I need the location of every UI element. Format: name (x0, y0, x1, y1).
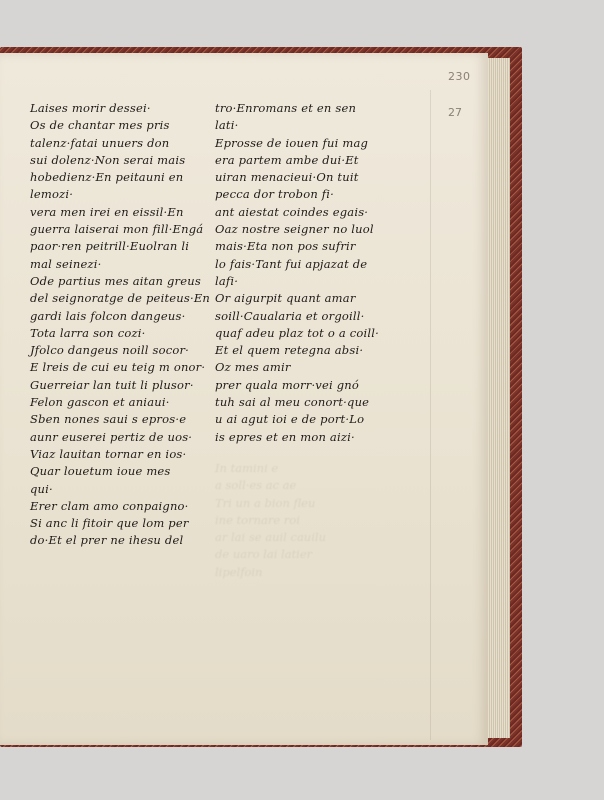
text-column-right (215, 100, 379, 446)
text-line: Tota larra son cozi· (30, 325, 146, 340)
text-line: Guerreiar lan tuit li plusor· (30, 377, 194, 392)
text-line: prer quala morr·vei gnó (215, 377, 360, 392)
text-line: tro·Enromans et en sen (215, 101, 357, 115)
text-line: qui· (30, 481, 53, 496)
text-line: do·Et el prer ne ihesu del (30, 533, 184, 548)
text-line: uiran menacieui·On tuit (215, 170, 359, 185)
text-line: Si anc li fitoir que lom per (30, 516, 189, 531)
text-line: guerra laiserai mon fill·Engá (30, 222, 204, 237)
show-through-line: ine tornare roi (215, 512, 300, 527)
text-line: soill·Caualaria et orgoill· (215, 308, 365, 323)
text-line: lo fais·Tant fui apjazat de (215, 256, 368, 271)
text-line: mais·Eta non pos sufrir (215, 239, 356, 254)
show-through-line: Tri un a bion fleu (215, 495, 316, 510)
text-line: quaf adeu plaz tot o a coill· (215, 325, 379, 340)
text-line: del seignoratge de peiteus·En (30, 291, 211, 306)
show-through-line: lipelfoin (215, 564, 263, 579)
text-line: Erer clam amo conpaigno· (30, 498, 189, 513)
folio-old-number: 27 (448, 106, 462, 119)
text-line: gardi lais folcon dangeus· (30, 308, 186, 323)
text-line: Eprosse de iouen fui mag (215, 135, 369, 150)
text-line: Felon gascon et aniaui· (30, 395, 170, 410)
text-line: lemozi· (30, 187, 74, 202)
text-line: talenz·fatai unuers don (30, 135, 170, 150)
margin-ruling (430, 90, 431, 740)
text-line: Sben nones saui s epros·e (30, 412, 187, 427)
text-line: tuh sai al meu conort·que (215, 395, 370, 410)
text-line: paor·ren peitrill·Euolran li (30, 239, 190, 254)
text-line: ant aiestat coindes egais· (215, 204, 369, 219)
text-column-left (30, 100, 211, 550)
text-line: vera men irei en eissil·En (30, 204, 184, 219)
text-line: Oz mes amir (215, 360, 291, 375)
text-line: hobedienz·En peitauni en (30, 170, 184, 185)
show-through-text (215, 460, 375, 581)
text-line: Viaz lauitan tornar en ios· (30, 446, 187, 461)
text-line: Et el quem retegna absi· (215, 343, 364, 358)
text-line: Os de chantar mes pris (30, 118, 170, 133)
text-line: Ode partius mes aitan greus (30, 273, 201, 288)
show-through-line: ar lai se auil cauilu (215, 530, 326, 545)
text-line: lafi· (215, 273, 239, 288)
text-line: aunr euserei pertiz de uos· (30, 429, 193, 444)
text-line: is epres et en mon aizi· (215, 429, 355, 444)
text-line: mal seinezi· (30, 256, 102, 271)
show-through-line: a soll·es ac ae (215, 478, 297, 493)
text-line: Jfolco dangeus noill socor· (30, 343, 190, 358)
text-line: Laises morir dessei· (30, 101, 151, 115)
folio-number: 230 (448, 70, 471, 83)
text-line: Quar louetum ioue mes (30, 464, 171, 479)
show-through-line: In tamini e (215, 461, 279, 475)
text-line: E lreis de cui eu teig m onor· (30, 360, 206, 375)
text-line: u ai agut ioi e de port·Lo (215, 412, 365, 427)
show-through-line: de uaro lai latier (215, 547, 313, 562)
text-line: Oaz nostre seigner no luol (215, 222, 374, 237)
text-line: era partem ambe dui·Et (215, 152, 359, 167)
text-line: sui dolenz·Non serai mais (30, 152, 186, 167)
text-line: Or aigurpit quant amar (215, 291, 356, 306)
text-line: pecca dor trobon fi· (215, 187, 334, 202)
text-line: lati· (215, 118, 239, 133)
